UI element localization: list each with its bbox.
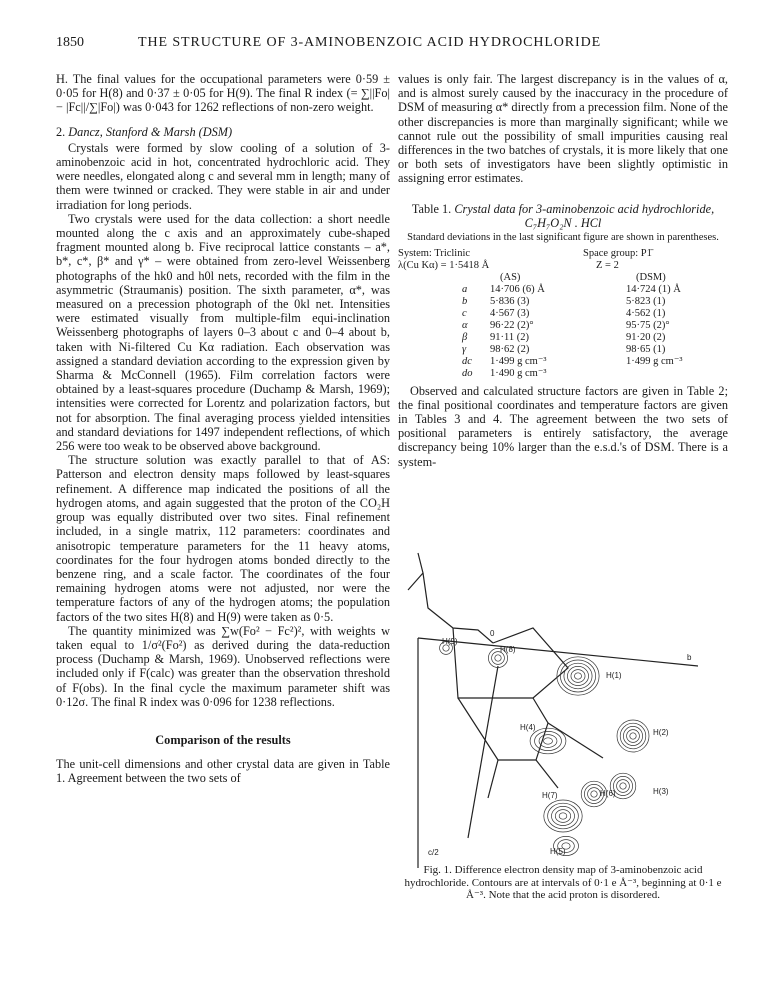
contour-ring xyxy=(620,783,626,789)
section-heading xyxy=(56,125,390,139)
table-note: Standard deviations in the last significant figure are shown in parentheses. xyxy=(407,231,719,243)
label-c-axis: c/2 xyxy=(428,848,439,857)
table-cell-dsm: 95·75 (2)° xyxy=(626,319,670,331)
table-cell-dsm: 91·20 (2) xyxy=(626,331,666,343)
table-z: Z = 2 xyxy=(596,259,619,271)
column-header-dsm: (DSM) xyxy=(636,271,666,283)
table-body xyxy=(398,284,728,380)
label-b-axis: b xyxy=(687,653,692,662)
table-row xyxy=(398,368,728,380)
table-label: Table 1. xyxy=(411,201,455,216)
table-cell-param: a xyxy=(462,283,468,295)
label-h5: H(5) xyxy=(550,847,566,856)
paragraph: The unit-cell dimensions and other crystal data are given in Table 1. Agreement between the two sets of xyxy=(56,757,390,786)
table-cell-as: 98·62 (2) xyxy=(490,343,530,355)
bond-line xyxy=(488,760,498,798)
contour-ring xyxy=(560,660,595,692)
label-h8: H(8) xyxy=(500,645,516,654)
comparison-heading: Comparison of the results xyxy=(155,732,291,747)
contour-ring xyxy=(548,803,579,829)
contour-ring xyxy=(559,813,567,819)
table-row xyxy=(398,356,728,368)
label-h1: H(1) xyxy=(606,671,622,680)
column-header-as: (AS) xyxy=(500,271,521,283)
paragraph: H. The final values for the occupational parameters were 0·59 ± 0·05 for H(8) and 0·37 ± 0·05 for H(9). The final R index (= ∑||Fo| − |Fc||/∑|Fo|) was 0·043 for 1262 reflections of non-zero weight. xyxy=(56,72,390,115)
table-cell-as: 1·490 g cm⁻³ xyxy=(490,367,547,379)
running-header xyxy=(56,35,732,55)
contour-ring xyxy=(617,780,630,793)
table-cell-dsm: 5·823 (1) xyxy=(626,295,666,307)
table-cell-dsm: 4·562 (1) xyxy=(626,307,666,319)
table-cell-param: do xyxy=(462,367,473,379)
label-h7: H(7) xyxy=(542,791,558,800)
contour-ring xyxy=(574,673,581,679)
label-h6: H(6) xyxy=(600,789,616,798)
table-cell-as: 14·706 (6) Å xyxy=(490,283,545,295)
table-row xyxy=(398,308,728,320)
paragraph: The structure solution was exactly parallel to that of AS: Patterson and electron density maps followed by least-squares refinement. A difference map indicated the positions of all the hydrogen atoms, and again suggested that the proton of the CO₂H group was equally distributed over two sites. Final refinement included, in a single matrix, 112 parameters: coordinates and anisotropic temperature parameters for the 11 heavy atoms, coordinates for the four hydrogen atoms bonded directly to the benzene ring, and a scale factor. The coordinates of the four remaining hydrogen atoms were not adjusted, nor were the temperature factors of any of the hydrogen atoms; the population factors of the two sites H(8) and H(9) were taken as 0·5. xyxy=(56,453,390,624)
table-cell-param: β xyxy=(462,331,468,343)
table-cell-as: 96·22 (2)° xyxy=(490,319,534,331)
table-cell-as: 1·499 g cm⁻³ xyxy=(490,355,547,367)
paragraph: The quantity minimized was ∑w(Fo² − Fc²)², with weights w taken equal to 1/σ²(Fo²) as derived during the data-reduction process (Duchamp & Marsh, 1969). Unobserved reflections were included only if F(calc) was greater than the observation threshold of F(obs). In the final cycle the maximum parameter shift was 0·12σ. The final R index was 0·096 for 1238 reflections. xyxy=(56,623,390,709)
bond-line xyxy=(408,553,423,590)
bond-line xyxy=(453,628,568,698)
contour-ring xyxy=(630,733,636,739)
section-heading-title: Dancz, Stanford & Marsh (DSM) xyxy=(68,124,233,139)
crystal-data-table xyxy=(398,247,728,379)
running-title: THE STRUCTURE OF 3-AMINOBENZOIC ACID HYDROCHLORIDE xyxy=(138,35,602,50)
figure-caption: Fig. 1. Difference electron density map of 3-aminobenzoic acid hydrochloride. Contours are at intervals of 0·1 e Å⁻³, beginning at 0·1 e Å⁻³. Note that the acid proton is disordered. xyxy=(404,864,722,901)
contour-ring xyxy=(530,728,566,754)
table-row xyxy=(398,332,728,344)
contour-ring xyxy=(555,810,570,823)
label-origin: 0 xyxy=(490,629,495,638)
section-heading-number: 2. xyxy=(56,124,69,139)
table-cell-param: γ xyxy=(462,343,467,355)
contour-ring xyxy=(617,720,649,752)
page-number: 1850 xyxy=(56,35,84,50)
table-cell-dsm: 14·724 (1) Å xyxy=(626,283,681,295)
table-cell-param: dc xyxy=(462,355,472,367)
left-column xyxy=(56,72,390,786)
bond-line xyxy=(536,760,558,788)
paragraph: Crystals were formed by slow cooling of a solution of 3-aminobenzoic acid in hot, concentrated hydrochloric acid. They were needles, elongated along c and several mm in length; many of them were twinned or cracked. They were stable in air and under irradiation for long periods. xyxy=(56,140,390,212)
contour-ring xyxy=(591,791,597,797)
right-column xyxy=(398,72,728,469)
table-cell-param: b xyxy=(462,295,468,307)
label-h4: H(4) xyxy=(520,723,536,732)
table-lambda: λ(Cu Kα) = 1·5418 Å xyxy=(398,259,490,271)
contour-ring xyxy=(564,663,592,689)
contour-ring xyxy=(627,730,640,743)
label-h9: H(9) xyxy=(442,637,458,646)
label-h2: H(2) xyxy=(653,728,669,737)
table-row xyxy=(398,320,728,332)
paragraph: Two crystals were used for the data collection: a short needle mounted along the c axis and an approximately cube-shaped fragment mounted along b. Five reciprocal lattice constants – a*, b*, c*, β* and γ* – were obtained from zero-level Weissenberg photographs of the hk0 and h0l nets, recorded with the film in the asymmetric (Straumanis) position. The sixth parameter, α*, was measured on a precession photograph of the 0kl net. Intensities were estimated visually from multiple-film equi-inclination Weissenberg photographs of layers 0–3 about c and 0–4 about b, taken with Ni-filtered Cu Kα radiation. Each observation was assigned a standard deviation according to the expression given by Sharma & McConnell (1965). Film correlation factors were obtained by a least-squares procedure (Duchamp & Marsh, 1969); intensities were corrected for Lorentz and polarization factors, but not for absorption. The final averaging process yielded intensities and standard deviations for 1497 independent reflections, of which 256 were too weak to be observed above background. xyxy=(56,211,390,454)
table-system: System: Triclinic xyxy=(398,247,471,259)
table-row xyxy=(398,284,728,296)
contour-ring xyxy=(495,655,501,661)
paragraph: Observed and calculated structure factors are given in Table 2; the final positional coordinates and temperature factors are given in Tables 3 and 4. The agreement between the two sets of positional parameters is entirely satisfactory, the average discrepancy being 10% larger than the e.s.d.'s of DSM. There is a system- xyxy=(398,383,728,469)
table-cell-as: 5·836 (3) xyxy=(490,295,530,307)
contour-ring xyxy=(557,657,599,695)
bond-line xyxy=(423,573,493,643)
contour-ring xyxy=(544,800,582,832)
axis-line xyxy=(418,638,698,868)
table-cell-param: c xyxy=(462,307,467,319)
table-cell-as: 4·567 (3) xyxy=(490,307,530,319)
table-row xyxy=(398,296,728,308)
contour-ring xyxy=(571,670,585,683)
label-h3: H(3) xyxy=(653,787,669,796)
contour-ring xyxy=(544,738,553,744)
table-caption xyxy=(398,202,728,230)
table-cell-as: 91·11 (2) xyxy=(490,331,529,343)
paragraph: values is only fair. The largest discrepancy is in the values of α, and is almost surely caused by the inaccuracy in the procedure of DSM of measuring α* directly from a precession film. None of the other discrepancies is more than marginally significant; while we cannot rule out the possibility of small impurities causing real differences in the two batches of crystals, it is more likely that one or both sets of investigators have been slightly optimistic in assigning error estimates. xyxy=(398,72,728,186)
table-title: Crystal data for 3-aminobenzoic acid hydrochloride, C₇H₇O₂N . HCl xyxy=(454,201,715,230)
contour-ring xyxy=(588,788,601,801)
table-cell-dsm: 1·499 g cm⁻³ xyxy=(626,355,683,367)
table-space-group: Space group: P1̄ xyxy=(583,247,652,259)
difference-map-figure xyxy=(398,548,728,868)
table-cell-dsm: 98·65 (1) xyxy=(626,343,666,355)
contour-ring xyxy=(620,723,646,749)
table-cell-param: α xyxy=(462,319,468,331)
table-row xyxy=(398,344,728,356)
